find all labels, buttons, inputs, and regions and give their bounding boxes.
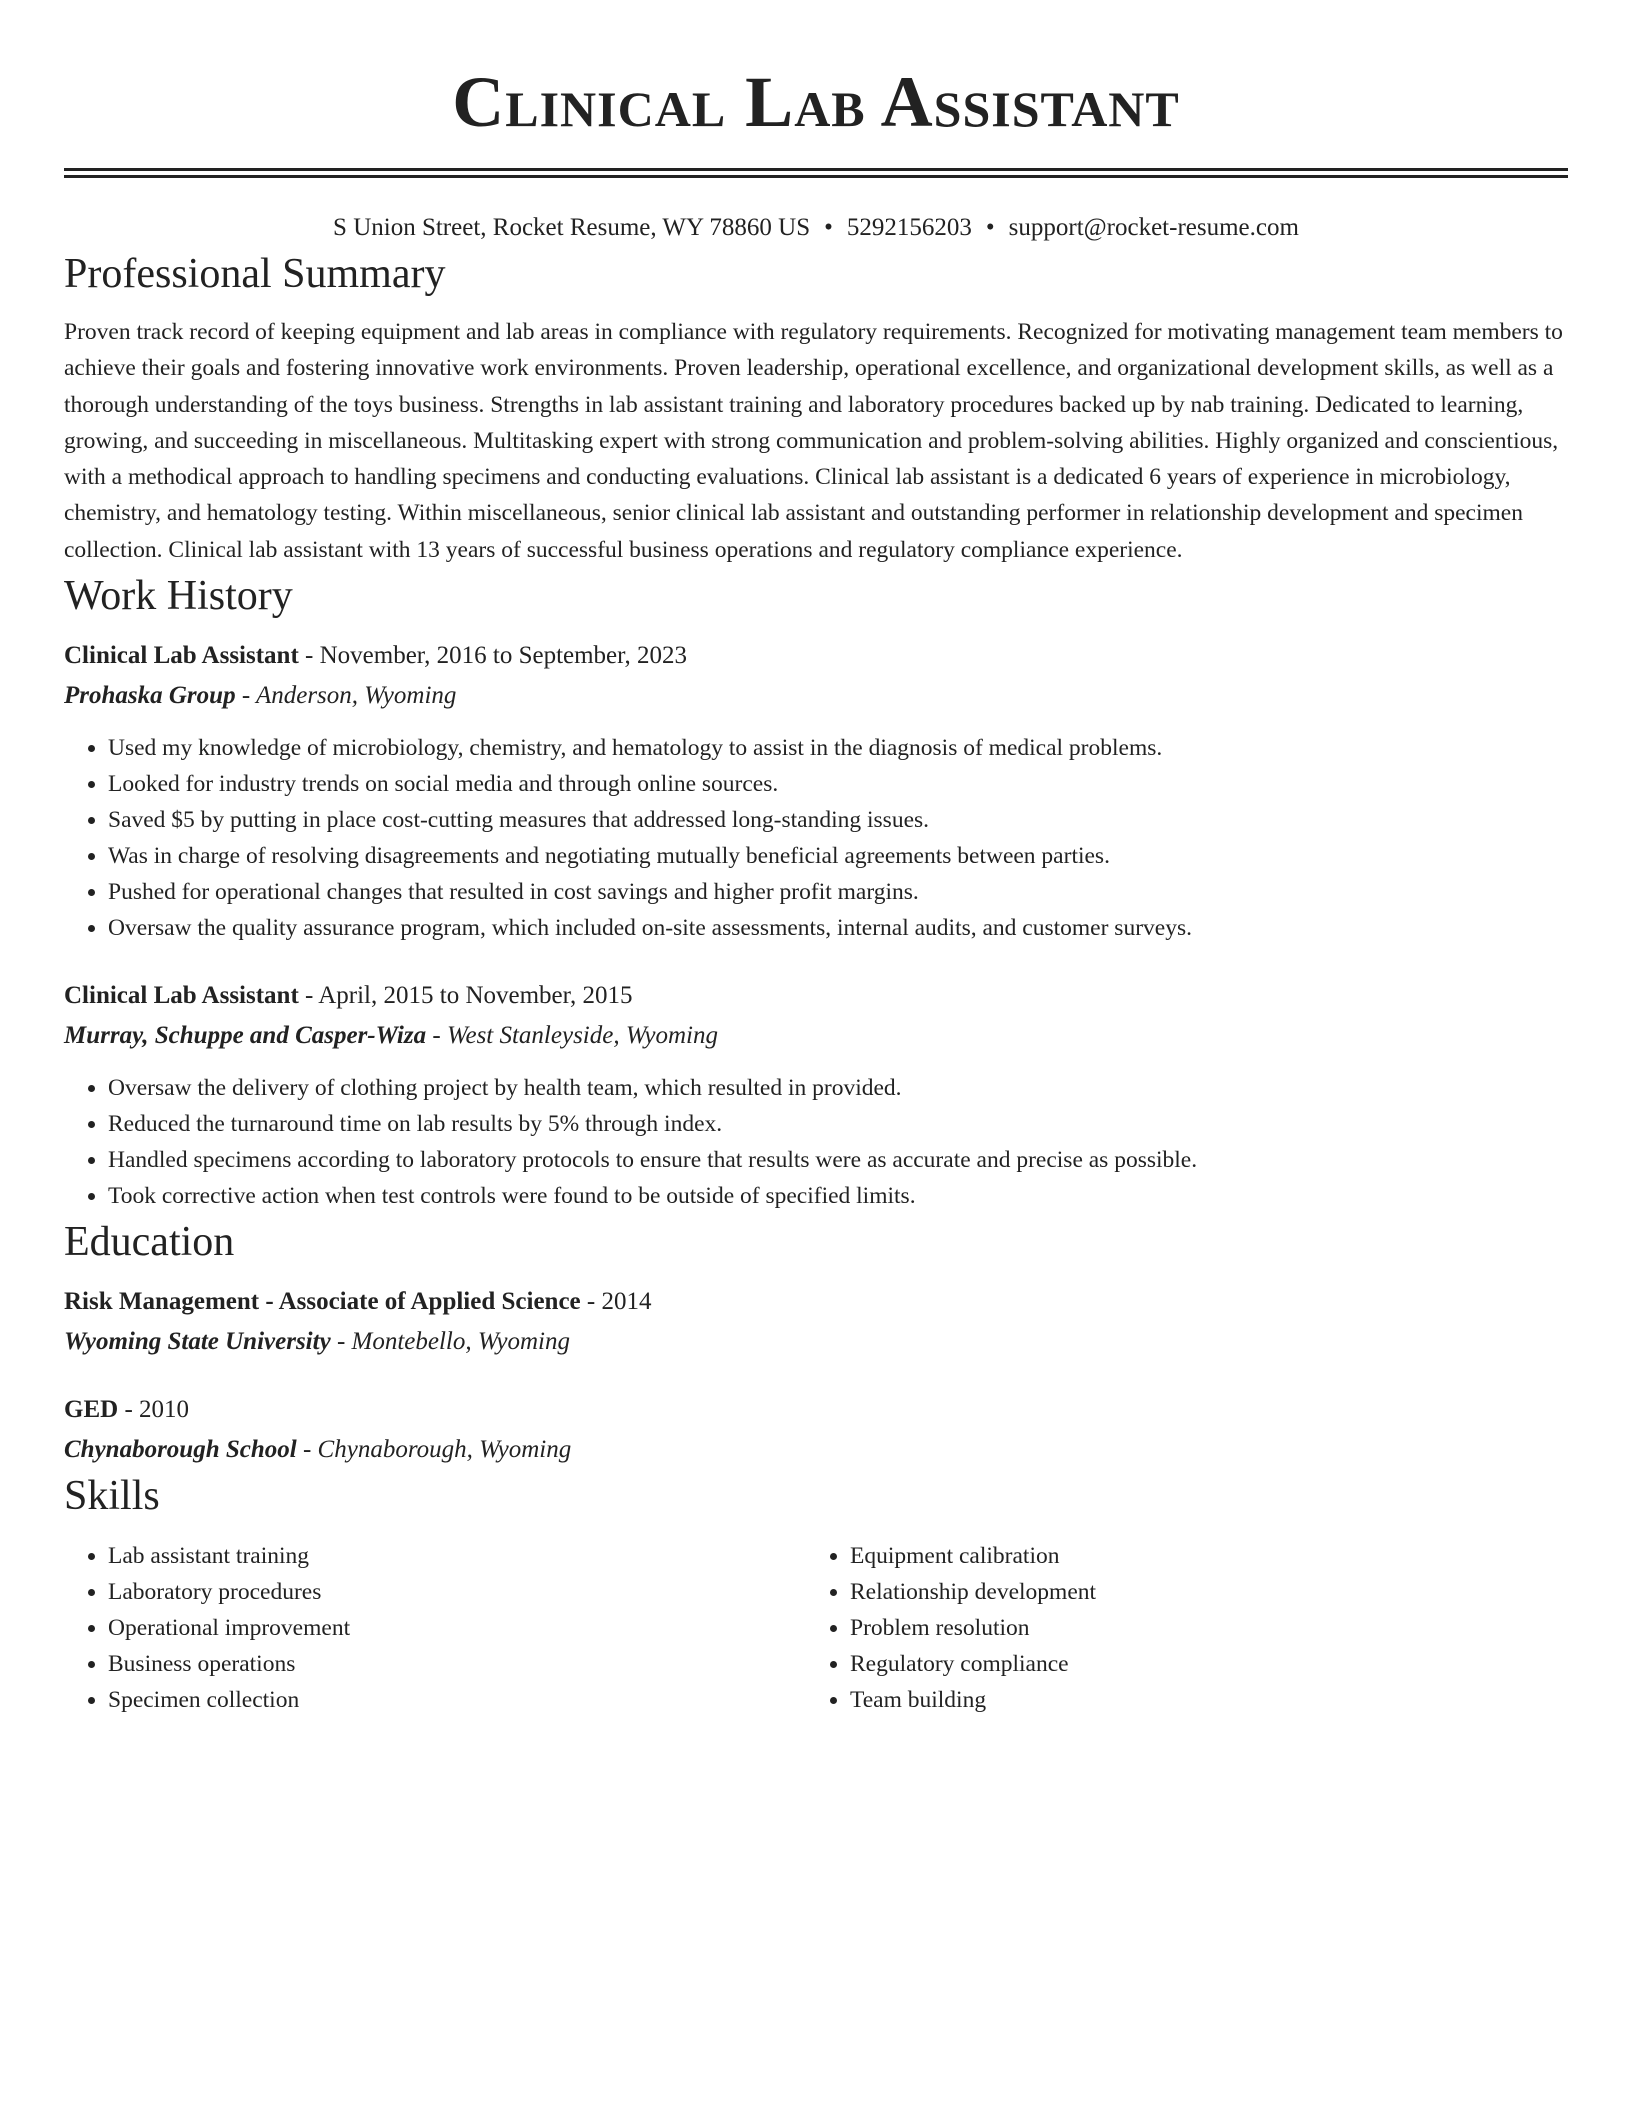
skills-list [806,1538,1548,1718]
skills-heading: Skills [64,1473,160,1520]
list-item: • Handled specimens according to laboratory protocols to ensure that results were as accurate and precise as possible. [108,1142,1568,1178]
education-entry [64,1284,1568,1360]
list-item: • Took corrective action when test controls were found to be outside of specified limits. [108,1178,1568,1214]
header-double-rule [64,168,1568,178]
contact-email: support@rocket-resume.com [1008,214,1299,241]
list-item: • Looked for industry trends on social media and through online sources. [108,766,1568,802]
education-degree-line [64,1284,1568,1320]
job-bullets [64,730,1568,946]
work-history-heading: Work History [64,573,293,620]
skill-item: • Business operations [108,1646,806,1682]
dash: - [118,1396,140,1424]
job-company-line [64,1018,1568,1054]
education-school-line [64,1432,1568,1468]
dash: - [330,1328,352,1356]
dash: - [235,682,256,710]
summary-text: Proven track record of keeping equipment and lab areas in compliance with regulatory requirements. Recognized for motivating management team members to achieve their goals and fostering innovative work environments. Proven leadership, operational excellence, and organizational development skills, as well as a thorough understanding of the toys business. Strengths in lab assistant training and laboratory procedures backed up by nab training. Dedicated to learning, growing, and succeeding in miscellaneous. Multitasking expert with strong communication and problem-solving abilities. Highly organized and conscientious, with a methodical approach to handling specimens and conducting evaluations. Clinical lab assistant is a dedicated 6 years of experience in microbiology, chemistry, and hematology testing. Within miscellaneous, senior clinical lab assistant and outstanding performer in relationship development and specimen collection. Clinical lab assistant with 13 years of successful business operations and regulatory compliance experience. [64,319,1563,563]
list-item: • Saved $5 by putting in place cost-cutting measures that addressed long-standing issues. [108,802,1568,838]
dash: - [580,1288,602,1316]
education-school-line [64,1324,1568,1360]
skills-list [64,1538,806,1718]
education-degree: Risk Management - Associate of Applied Science [64,1288,581,1316]
list-item: • Was in charge of resolving disagreements and negotiating mutually beneficial agreements between parties. [108,838,1568,874]
education-location: Montebello, Wyoming [351,1328,570,1356]
list-item: • Oversaw the delivery of clothing project by health team, which resulted in provided. [108,1070,1568,1106]
job-role: Clinical Lab Assistant [64,642,299,670]
job-title-line [64,638,1568,674]
job-company-line [64,678,1568,714]
education-year: 2014 [601,1288,652,1316]
education-year: 2010 [139,1396,190,1424]
list-item: • Oversaw the quality assurance program, which included on-site assessments, internal audits, and customer surveys. [108,910,1568,946]
skill-item: • Specimen collection [108,1682,806,1718]
summary-heading: Professional Summary [64,251,446,297]
skill-item: • Laboratory procedures [108,1574,806,1610]
skill-item: • Regulatory compliance [850,1646,1548,1682]
contact-separator: • [985,214,995,241]
dash: - [298,642,320,670]
education-school: Chynaborough School [64,1436,297,1464]
education-school: Wyoming State University [64,1328,331,1356]
job-location: Anderson, Wyoming [255,682,457,710]
skill-item: • Relationship development [850,1574,1548,1610]
job-dates: April, 2015 to November, 2015 [318,982,633,1010]
job-company: Murray, Schuppe and Casper-Wiza [64,1022,427,1050]
contact-separator: • [824,214,833,241]
skill-item: • Team building [850,1682,1548,1718]
skill-item: • Lab assistant training [108,1538,806,1574]
dash: - [298,982,319,1010]
skill-item: • Equipment calibration [850,1538,1548,1574]
resume-name: Clinical Lab Assistant [452,62,1180,142]
education-degree-line [64,1392,1568,1428]
job-bullets [64,1070,1568,1214]
list-item: • Pushed for operational changes that resulted in cost savings and higher profit margins. [108,874,1568,910]
dash: - [296,1436,318,1464]
job-role: Clinical Lab Assistant [64,982,299,1010]
education-heading: Education [64,1219,235,1266]
list-item: • Used my knowledge of microbiology, chemistry, and hematology to assist in the diagnosis of medical problems. [108,730,1568,766]
education-degree: GED [64,1396,119,1424]
job-location: West Stanleyside, Wyoming [446,1022,718,1050]
skill-item: • Operational improvement [108,1610,806,1646]
dash: - [426,1022,447,1050]
skills-column-right [806,1538,1548,1718]
contact-line [64,210,1568,246]
education-location: Chynaborough, Wyoming [317,1436,572,1464]
education-entry [64,1392,1568,1468]
skills-grid [64,1538,1568,1718]
skills-column-left [64,1538,806,1718]
job-dates: November, 2016 to September, 2023 [319,642,687,670]
skill-item: • Problem resolution [850,1610,1548,1646]
contact-phone: 5292156203 [846,214,972,241]
job-title-line [64,978,1568,1014]
job-entry [64,978,1568,1214]
list-item: • Reduced the turnaround time on lab results by 5% through index. [108,1106,1568,1142]
contact-address: S Union Street, Rocket Resume, WY 78860 US [333,214,811,241]
job-company: Prohaska Group [64,682,236,710]
job-entry [64,638,1568,946]
